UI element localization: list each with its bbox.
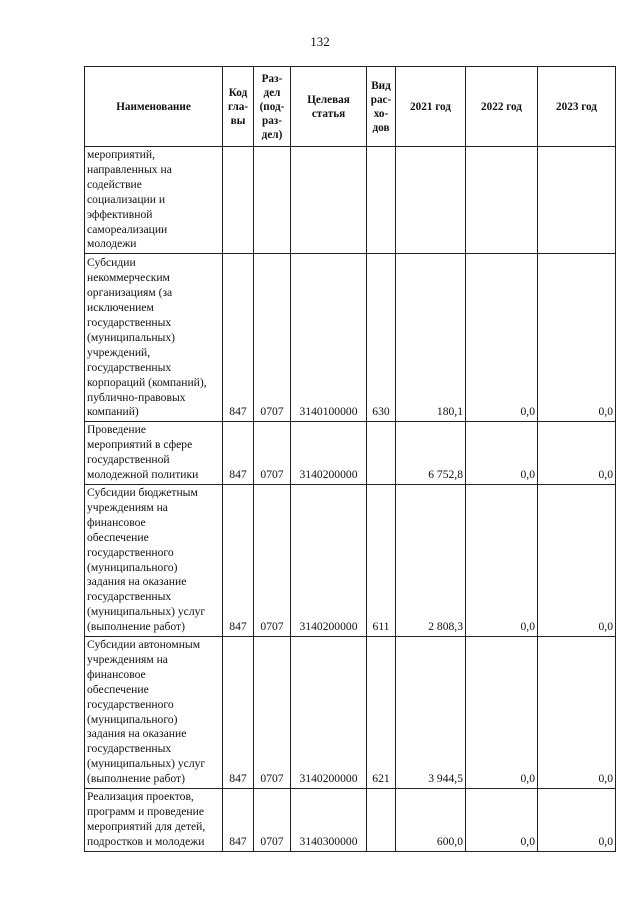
column-header-chapter: Код гла- вы: [223, 67, 254, 147]
cell-target-article: [291, 147, 367, 254]
cell-chapter-code: 847: [223, 422, 254, 485]
cell-name: мероприятий, направленных на содействие социализации и эффективной самореализации молодежи: [85, 147, 223, 254]
cell-amount-2023: 0,0: [538, 789, 616, 852]
cell-section: 0707: [254, 254, 291, 422]
page-number: 132: [310, 34, 330, 49]
table-row: [85, 254, 616, 422]
cell-name: Проведение мероприятий в сфере государственной молодежной политики: [85, 422, 223, 485]
column-header-name: Наименование: [85, 67, 223, 147]
column-header-kind: Вид рас- хо- дов: [367, 67, 396, 147]
cell-expense-kind: [367, 422, 396, 485]
budget-table: [84, 66, 616, 852]
column-header-article: Целевая статья: [291, 67, 367, 147]
column-header-2023: 2023 год: [538, 67, 616, 147]
table-row: [85, 637, 616, 789]
cell-name: Субсидии некоммерческим организациям (за исключением государственных (муниципальных) учреждений, государственных корпораций (компаний), публично-правовых компаний): [85, 254, 223, 422]
cell-target-article: 3140200000: [291, 422, 367, 485]
table-row: [85, 484, 616, 636]
cell-amount-2021: 6 752,8: [396, 422, 466, 485]
cell-chapter-code: [223, 147, 254, 254]
cell-amount-2022: 0,0: [466, 422, 538, 485]
cell-amount-2021: 2 808,3: [396, 484, 466, 636]
table-row: [85, 789, 616, 852]
cell-section: 0707: [254, 484, 291, 636]
cell-name: Субсидии бюджетным учреждениям на финансовое обеспечение государственного (муниципального) задания на оказание государственных (муниципальных) услуг (выполнение работ): [85, 484, 223, 636]
cell-name: Субсидии автономным учреждениям на финансовое обеспечение государственного (муниципального) задания на оказание государственных (муниципальных) услуг (выполнение работ): [85, 637, 223, 789]
cell-amount-2023: 0,0: [538, 422, 616, 485]
cell-amount-2021: 600,0: [396, 789, 466, 852]
table-row: [85, 147, 616, 254]
cell-amount-2022: 0,0: [466, 637, 538, 789]
cell-expense-kind: 621: [367, 637, 396, 789]
cell-amount-2023: 0,0: [538, 637, 616, 789]
column-header-2022: 2022 год: [466, 67, 538, 147]
cell-amount-2021: 3 944,5: [396, 637, 466, 789]
cell-section: 0707: [254, 637, 291, 789]
cell-expense-kind: 630: [367, 254, 396, 422]
cell-chapter-code: 847: [223, 484, 254, 636]
cell-chapter-code: 847: [223, 254, 254, 422]
cell-expense-kind: 611: [367, 484, 396, 636]
cell-section: [254, 147, 291, 254]
cell-expense-kind: [367, 147, 396, 254]
cell-chapter-code: 847: [223, 789, 254, 852]
cell-amount-2022: 0,0: [466, 484, 538, 636]
cell-amount-2022: 0,0: [466, 789, 538, 852]
cell-amount-2021: 180,1: [396, 254, 466, 422]
cell-target-article: 3140300000: [291, 789, 367, 852]
column-header-2021: 2021 год: [396, 67, 466, 147]
cell-amount-2023: 0,0: [538, 254, 616, 422]
table-body: [85, 147, 616, 852]
column-header-section: Раз- дел (под- раз- дел): [254, 67, 291, 147]
header-row: [85, 67, 616, 147]
cell-target-article: 3140100000: [291, 254, 367, 422]
cell-expense-kind: [367, 789, 396, 852]
cell-amount-2021: [396, 147, 466, 254]
cell-section: 0707: [254, 789, 291, 852]
cell-amount-2022: [466, 147, 538, 254]
table-row: [85, 422, 616, 485]
cell-target-article: 3140200000: [291, 484, 367, 636]
cell-amount-2023: 0,0: [538, 484, 616, 636]
cell-name: Реализация проектов, программ и проведение мероприятий для детей, подростков и молодежи: [85, 789, 223, 852]
cell-section: 0707: [254, 422, 291, 485]
cell-amount-2022: 0,0: [466, 254, 538, 422]
cell-chapter-code: 847: [223, 637, 254, 789]
cell-amount-2023: [538, 147, 616, 254]
cell-target-article: 3140200000: [291, 637, 367, 789]
